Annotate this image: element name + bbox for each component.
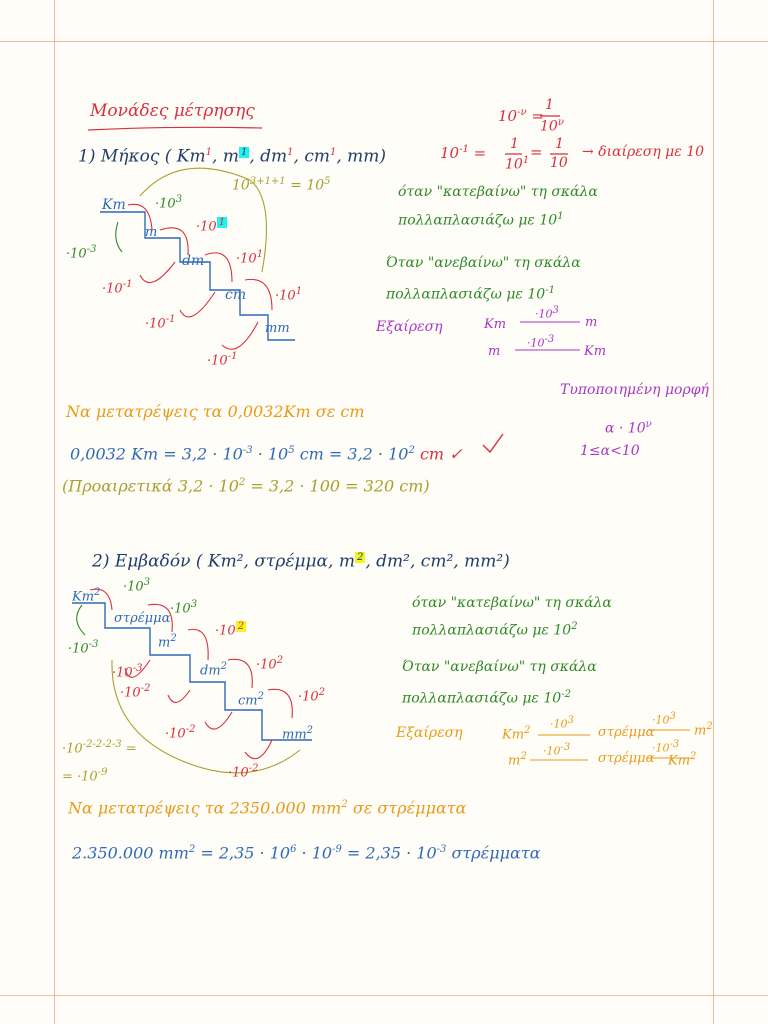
- s2-exc1-op: $\cdot 10^3$: [550, 715, 574, 731]
- ladder2-u1: $\cdot 10^{-3}$: [68, 639, 99, 657]
- s1-task: Να μετατρέψεις τα 0,0032Km σε cm: [66, 402, 365, 421]
- s1-rule2-line2: πολλαπλασιάζω με $10^{-1}$: [386, 285, 555, 303]
- s2-exc1-op2: $\cdot 10^3$: [652, 711, 676, 727]
- s1-exc2-from: m: [488, 344, 501, 359]
- ladder1-total: $10^{3+1+1} = 10^5$: [232, 176, 331, 194]
- s2-calc: 2.350.000 $mm^2 = 2,35 \cdot 10^6 \cdot 10^{-9} = 2,35 \cdot 10^{-3}$ στρέμματα: [72, 843, 541, 863]
- ladder1-cm: cm: [225, 287, 247, 303]
- ladder1-down3: $\cdot 10^1$: [236, 249, 264, 267]
- s2-exc1-mid: στρέμμα: [598, 725, 655, 740]
- ladder1-up2: $\cdot 10^{-1}$: [102, 279, 133, 297]
- ladder1-km: Km: [102, 197, 126, 213]
- ladder1-dm: dm: [182, 253, 205, 269]
- s2-rule2-line2: πολλαπλασιάζω με $10^{-2}$: [402, 689, 571, 707]
- s2-exc1-to: $m^2$: [694, 721, 713, 739]
- ladder2-m: $m^2$: [158, 633, 177, 651]
- ladder2-cm: $cm^2$: [238, 691, 264, 709]
- formula-a1-den: $10^\nu$: [540, 117, 564, 135]
- ladder2-stremma: στρέμμα: [114, 611, 171, 626]
- s1-rule2-line1: Όταν "ανεβαίνω" τη σκάλα: [386, 255, 581, 271]
- ladder2-d3: ·10 $^2$: [215, 621, 245, 639]
- ladder2-total: $\cdot 10^{-2-2-2-3}$ =: [62, 739, 137, 757]
- s1-exc2-op: $\cdot 10^{-3}$: [527, 334, 555, 350]
- ladder2-u4: $\cdot 10^{-2}$: [165, 724, 196, 742]
- page-title: Μονάδες μέτρησης: [90, 101, 255, 121]
- ladder2-km: Km$^2$: [72, 587, 101, 605]
- ladder2-u5: $\cdot 10^{-2}$: [228, 763, 259, 781]
- s1-rule1-line1: όταν "κατεβαίνω" τη σκάλα: [398, 184, 598, 200]
- s1-calc: 0,0032 $Km = 3,2 \cdot 10^{-3} \cdot 10^5$ cm = $3,2 \cdot 10^2$ cm ✓: [70, 444, 463, 464]
- ladder1-mm: mm: [265, 321, 290, 336]
- formula-a2-num2: 1: [555, 136, 564, 152]
- formula-a2-arrow: → διαίρεση με 10: [582, 144, 705, 160]
- s2-exc2-to: Km$^2$: [668, 751, 697, 769]
- formula-a1-num: 1: [545, 97, 554, 113]
- standard-form-title: Τυποποιημένη μορφή: [560, 382, 709, 398]
- s1-exc1-op: $\cdot 10^3$: [535, 305, 559, 321]
- formula-a2-eq2: =: [530, 143, 543, 161]
- s2-exception-label: Εξαίρεση: [396, 725, 463, 741]
- formula-a2-num: 1: [510, 136, 519, 152]
- ladder2-u3: $\cdot 10^{-2}$: [120, 683, 151, 701]
- s1-exc1-to: m: [585, 315, 598, 330]
- ladder2-mm: $mm^2$: [282, 725, 314, 743]
- s2-rule1-line1: όταν "κατεβαίνω" τη σκάλα: [412, 595, 612, 611]
- ladder1-down2: ·10 $^1$: [196, 217, 226, 235]
- s2-exc2-mid: στρέμμα: [598, 751, 655, 766]
- ladder2-d2: $\cdot 10^3$: [170, 599, 198, 617]
- ladder2-d4: $\cdot 10^2$: [256, 655, 284, 673]
- section2-heading: 2) Εμβαδόν ( Km², στρέμμα, m $^2$ , dm², cm², mm²): [92, 551, 510, 572]
- s2-rule2-line1: Όταν "ανεβαίνω" τη σκάλα: [402, 659, 597, 675]
- s2-rule1-line2: πολλαπλασιάζω με $10^2$: [412, 621, 578, 639]
- s1-exc1-from: Km: [484, 317, 507, 332]
- standard-form-condition: 1≤α<10: [580, 443, 640, 459]
- formula-a1: $10^{-\nu}$ =: [498, 107, 544, 125]
- s2-exc2-from: $m^2$: [508, 751, 527, 769]
- formula-a2: $10^{-1}$ =: [440, 144, 487, 162]
- ladder1-down1: $\cdot 10^3$: [155, 194, 183, 212]
- s2-task: Να μετατρέψεις τα 2350.000 $mm^2$ σε στρέμματα: [68, 798, 467, 818]
- formula-a2-den: $10^1$: [505, 155, 530, 173]
- ladder2-u2: $\cdot 10^{-3}$: [112, 663, 143, 681]
- ladder1-down4: $\cdot 10^1$: [275, 286, 303, 304]
- s1-exc2-to: Km: [584, 344, 607, 359]
- s1-calc2: (Προαιρετικά $3,2 \cdot 10^2 = 3,2 \cdot 100 = 320$ cm): [62, 476, 430, 496]
- s2-exc2-op2: $\cdot 10^{-3}$: [652, 739, 680, 755]
- ladder1-up4: $\cdot 10^{-1}$: [207, 351, 238, 369]
- ladder1-up3: $\cdot 10^{-1}$: [145, 314, 176, 332]
- s1-rule1-line2: πολλαπλασιάζω με $10^1$: [398, 211, 564, 229]
- s2-exc2-op: $\cdot 10^{-3}$: [543, 742, 571, 758]
- ladder1-up1: $\cdot 10^{-3}$: [66, 244, 97, 262]
- ladder2-total2: = $\cdot 10^{-9}$: [62, 767, 108, 785]
- section1-heading: 1) Μήκος ( Km$^1$, m $^1$ , $dm^1$, $cm^1$, mm): [78, 146, 387, 167]
- formula-a2-den2: 10: [550, 155, 568, 171]
- s2-exc1-from: Km$^2$: [502, 725, 531, 743]
- ladder2-dm: $dm^2$: [200, 661, 228, 679]
- ladder1-m: m: [145, 225, 158, 240]
- s1-exception-label: Εξαίρεση: [376, 319, 443, 335]
- ladder2-d1: $\cdot 10^3$: [123, 577, 151, 595]
- standard-form: $\alpha \cdot 10^\nu$: [605, 419, 652, 437]
- ladder2-d5: $\cdot 10^2$: [298, 687, 326, 705]
